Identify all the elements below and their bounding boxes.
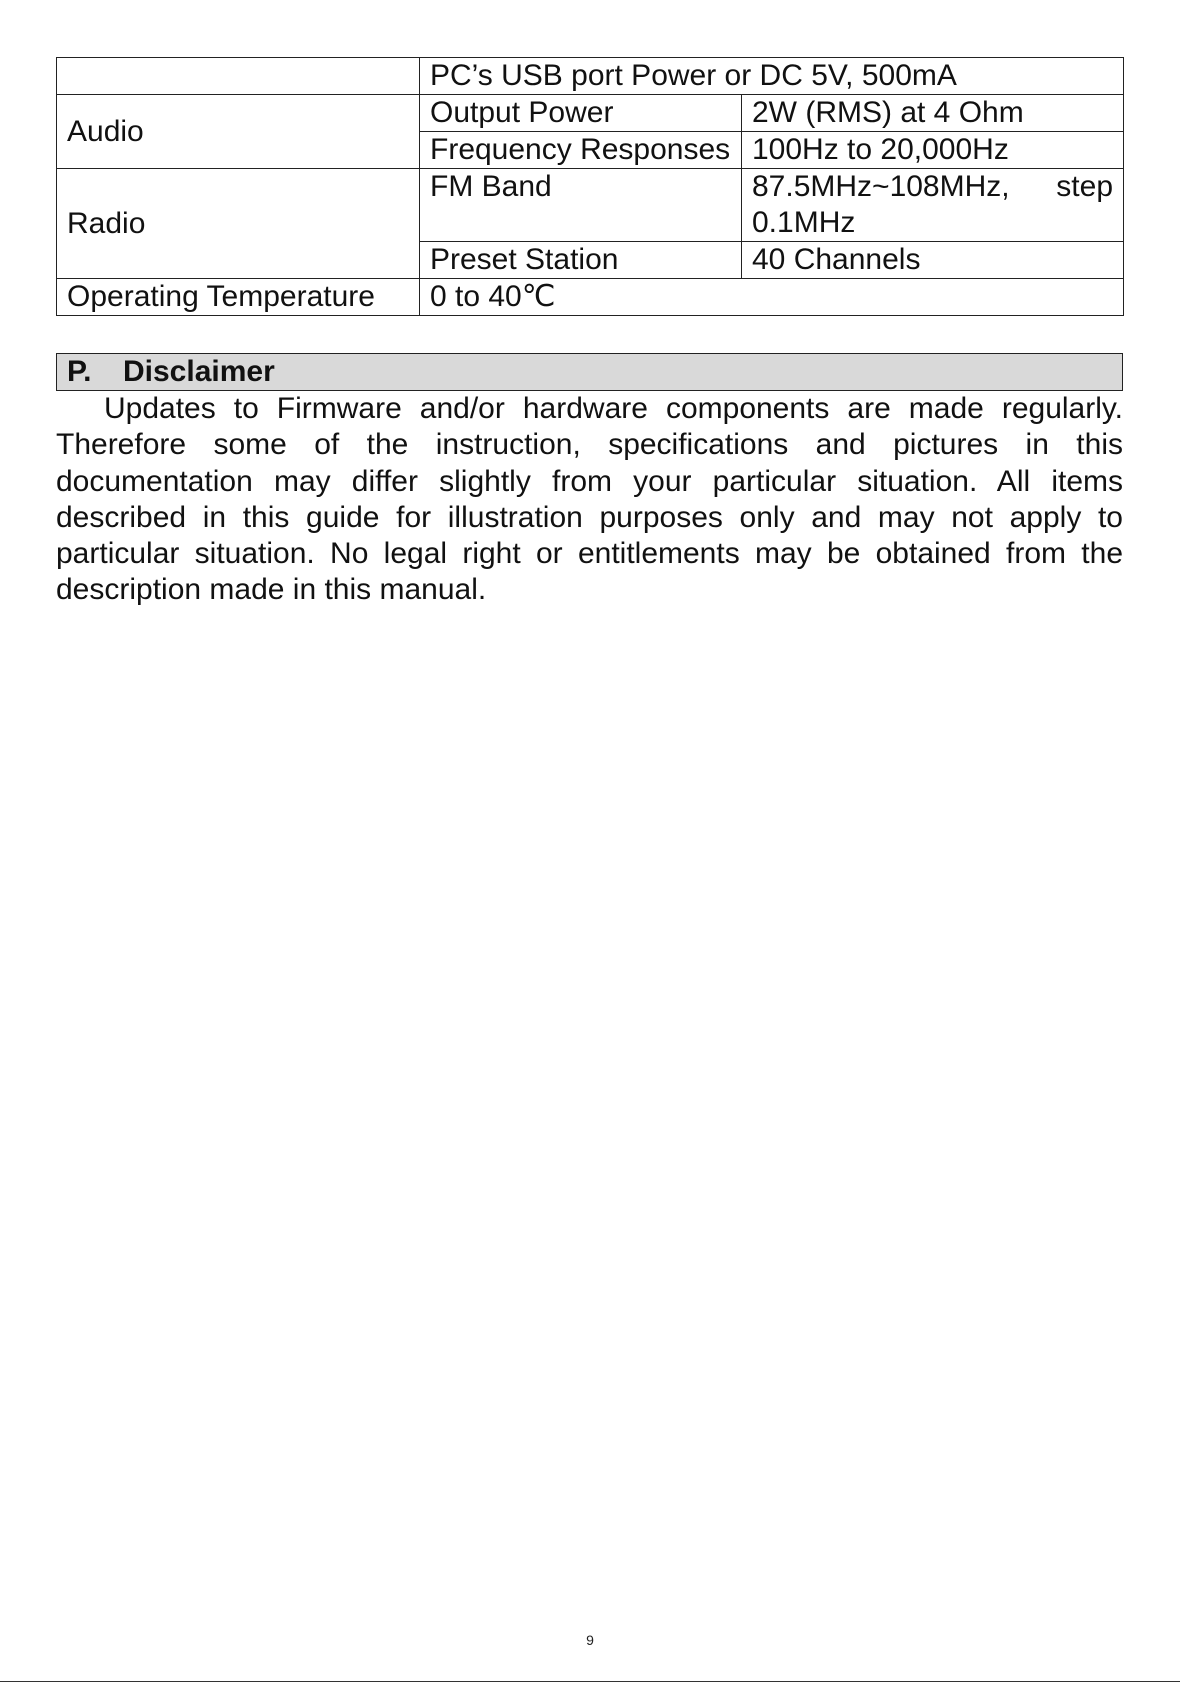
page-bottom-divider xyxy=(0,1681,1180,1682)
temperature-value-cell: 0 to 40℃ xyxy=(420,279,1124,316)
table-row xyxy=(57,95,1124,132)
temperature-label-cell: Operating Temperature xyxy=(57,279,420,316)
section-heading xyxy=(56,353,1123,391)
table-row xyxy=(57,169,1124,242)
disclaimer-paragraph: Updates to Firmware and/or hardware components are made regularly. Therefore some of the instruction, specifications and pictures in this documentation may differ slightly from your particular situation. All items described in this guide for illustration purposes only and may not apply to particular situation. No legal right or entitlements may be obtained from the description made in this manual. xyxy=(56,392,1123,607)
output-power-label-cell: Output Power xyxy=(420,95,742,132)
document-page xyxy=(56,57,1123,609)
audio-label-cell: Audio xyxy=(57,95,420,169)
page-number: 9 xyxy=(586,1632,594,1648)
radio-label-cell: Radio xyxy=(57,169,420,279)
power-value-cell: PC’s USB port Power or DC 5V, 500mA xyxy=(420,58,1124,95)
output-power-value-cell: 2W (RMS) at 4 Ohm xyxy=(742,95,1124,132)
section-title: Disclaimer xyxy=(123,355,275,388)
fm-band-value-cell: 87.5MHz~108MHz, step 0.1MHz xyxy=(742,169,1124,242)
table-row xyxy=(57,58,1124,95)
power-label-cell xyxy=(57,58,420,95)
specifications-table xyxy=(56,57,1124,316)
preset-station-label-cell: Preset Station xyxy=(420,242,742,279)
table-row xyxy=(57,279,1124,316)
frequency-label-cell: Frequency Responses xyxy=(420,132,742,169)
frequency-value-cell: 100Hz to 20,000Hz xyxy=(742,132,1124,169)
preset-station-value-cell: 40 Channels xyxy=(742,242,1124,279)
fm-band-label-cell: FM Band xyxy=(420,169,742,242)
section-letter: P. xyxy=(67,355,92,388)
